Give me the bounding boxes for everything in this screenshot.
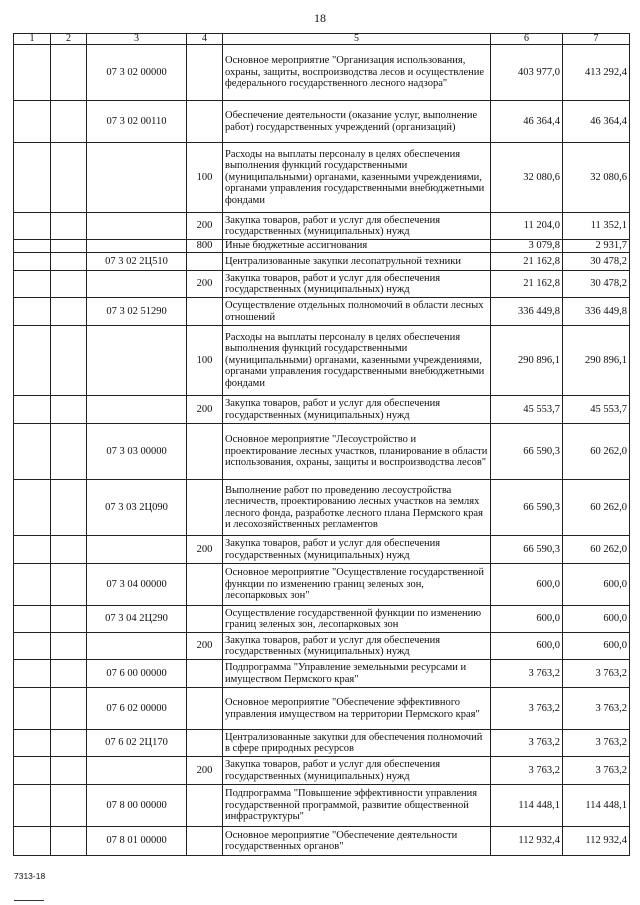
amount-year1-cell: 66 590,3 bbox=[491, 536, 563, 564]
expense-type-cell bbox=[187, 688, 223, 730]
item-name-cell: Централизованные закупки лесопатрульной техники bbox=[223, 253, 491, 271]
table-row bbox=[14, 101, 630, 143]
expense-type-cell: 100 bbox=[187, 326, 223, 396]
target-code-cell: 07 3 02 00000 bbox=[87, 45, 187, 101]
expense-type-cell bbox=[187, 785, 223, 827]
amount-year2-cell: 32 080,6 bbox=[563, 143, 630, 213]
item-name-cell: Закупка товаров, работ и услуг для обеспечения государственных (муниципальных) нужд bbox=[223, 213, 491, 240]
col-2-cell bbox=[51, 45, 87, 101]
target-code-cell: 07 3 04 2Ц290 bbox=[87, 606, 187, 633]
amount-year2-cell: 600,0 bbox=[563, 633, 630, 660]
item-name-cell: Осуществление отдельных полномочий в области лесных отношений bbox=[223, 298, 491, 326]
expense-type-cell bbox=[187, 253, 223, 271]
budget-table bbox=[13, 33, 630, 856]
target-code-cell: 07 3 03 2Ц090 bbox=[87, 480, 187, 536]
item-name-cell: Расходы на выплаты персоналу в целях обеспечения выполнения функций государственными (муниципальными) органами, казенными учреждениями, органами управления государственными внебюджетными фондами bbox=[223, 326, 491, 396]
col-2-cell bbox=[51, 480, 87, 536]
item-name-cell: Централизованные закупки для обеспечения полномочий в сфере природных ресурсов bbox=[223, 730, 491, 757]
table-row bbox=[14, 785, 630, 827]
table-header-row bbox=[14, 34, 630, 45]
expense-type-cell bbox=[187, 298, 223, 326]
amount-year1-cell: 3 079,8 bbox=[491, 240, 563, 253]
table-row bbox=[14, 564, 630, 606]
table-row bbox=[14, 688, 630, 730]
item-name-cell: Закупка товаров, работ и услуг для обеспечения государственных (муниципальных) нужд bbox=[223, 271, 491, 298]
amount-year2-cell: 30 478,2 bbox=[563, 271, 630, 298]
target-code-cell bbox=[87, 271, 187, 298]
amount-year1-cell: 21 162,8 bbox=[491, 253, 563, 271]
expense-type-cell: 800 bbox=[187, 240, 223, 253]
amount-year2-cell: 114 448,1 bbox=[563, 785, 630, 827]
item-name-cell: Осуществление государственной функции по изменению границ зеленых зон, лесопарковых зон bbox=[223, 606, 491, 633]
col-2-cell bbox=[51, 298, 87, 326]
page-number: 18 bbox=[314, 11, 326, 25]
item-name-cell: Основное мероприятие "Обеспечение эффективного управления имуществом на территории Пермского края" bbox=[223, 688, 491, 730]
col-2-cell bbox=[51, 101, 87, 143]
item-name-cell: Подпрограмма "Управление земельными ресурсами и имуществом Пермского края" bbox=[223, 660, 491, 688]
item-name-cell: Подпрограмма "Повышение эффективности управления государственной программой, развитие общественной инфраструктуры" bbox=[223, 785, 491, 827]
table-row bbox=[14, 240, 630, 253]
expense-type-cell bbox=[187, 660, 223, 688]
target-code-cell: 07 8 00 00000 bbox=[87, 785, 187, 827]
expense-type-cell: 200 bbox=[187, 213, 223, 240]
col-2-cell bbox=[51, 827, 87, 856]
amount-year1-cell: 11 204,0 bbox=[491, 213, 563, 240]
item-name-cell: Обеспечение деятельности (оказание услуг, выполнение работ) государственных учреждений (организаций) bbox=[223, 101, 491, 143]
expense-type-cell bbox=[187, 564, 223, 606]
col-1-cell bbox=[14, 271, 51, 298]
table-row bbox=[14, 480, 630, 536]
col-2-cell bbox=[51, 757, 87, 785]
amount-year2-cell: 45 553,7 bbox=[563, 396, 630, 424]
item-name-cell: Основное мероприятие "Обеспечение деятельности государственных органов" bbox=[223, 827, 491, 856]
expense-type-cell bbox=[187, 730, 223, 757]
col-2-cell bbox=[51, 785, 87, 827]
amount-year2-cell: 600,0 bbox=[563, 606, 630, 633]
col-1-cell bbox=[14, 688, 51, 730]
col-1-cell bbox=[14, 757, 51, 785]
col-2-cell bbox=[51, 424, 87, 480]
amount-year1-cell: 112 932,4 bbox=[491, 827, 563, 856]
header-col-5: 5 bbox=[223, 34, 491, 45]
table-row bbox=[14, 536, 630, 564]
amount-year1-cell: 3 763,2 bbox=[491, 660, 563, 688]
target-code-cell bbox=[87, 633, 187, 660]
expense-type-cell bbox=[187, 101, 223, 143]
col-2-cell bbox=[51, 606, 87, 633]
amount-year2-cell: 3 763,2 bbox=[563, 688, 630, 730]
target-code-cell: 07 8 01 00000 bbox=[87, 827, 187, 856]
target-code-cell bbox=[87, 757, 187, 785]
amount-year1-cell: 600,0 bbox=[491, 564, 563, 606]
col-1-cell bbox=[14, 143, 51, 213]
amount-year2-cell: 3 763,2 bbox=[563, 660, 630, 688]
col-2-cell bbox=[51, 660, 87, 688]
amount-year2-cell: 60 262,0 bbox=[563, 536, 630, 564]
target-code-cell: 07 3 04 00000 bbox=[87, 564, 187, 606]
target-code-cell: 07 3 02 2Ц510 bbox=[87, 253, 187, 271]
col-1-cell bbox=[14, 606, 51, 633]
expense-type-cell: 200 bbox=[187, 633, 223, 660]
table-row bbox=[14, 633, 630, 660]
table-row bbox=[14, 253, 630, 271]
item-name-cell: Иные бюджетные ассигнования bbox=[223, 240, 491, 253]
table-row bbox=[14, 396, 630, 424]
amount-year2-cell: 290 896,1 bbox=[563, 326, 630, 396]
table-row bbox=[14, 143, 630, 213]
amount-year2-cell: 46 364,4 bbox=[563, 101, 630, 143]
expense-type-cell bbox=[187, 45, 223, 101]
table-row bbox=[14, 326, 630, 396]
col-1-cell bbox=[14, 240, 51, 253]
expense-type-cell: 200 bbox=[187, 536, 223, 564]
col-2-cell bbox=[51, 633, 87, 660]
expense-type-cell bbox=[187, 424, 223, 480]
col-2-cell bbox=[51, 240, 87, 253]
table-row bbox=[14, 424, 630, 480]
target-code-cell bbox=[87, 240, 187, 253]
col-1-cell bbox=[14, 396, 51, 424]
table-row bbox=[14, 757, 630, 785]
amount-year1-cell: 3 763,2 bbox=[491, 757, 563, 785]
header-col-4: 4 bbox=[187, 34, 223, 45]
item-name-cell: Расходы на выплаты персоналу в целях обеспечения выполнения функций государственными (муниципальными) органами, казенными учреждениями, органами управления государственными внебюджетными фондами bbox=[223, 143, 491, 213]
footer-rule bbox=[14, 900, 44, 901]
amount-year2-cell: 60 262,0 bbox=[563, 480, 630, 536]
col-1-cell bbox=[14, 213, 51, 240]
expense-type-cell bbox=[187, 606, 223, 633]
amount-year1-cell: 403 977,0 bbox=[491, 45, 563, 101]
col-2-cell bbox=[51, 143, 87, 213]
target-code-cell: 07 3 02 00110 bbox=[87, 101, 187, 143]
table-row bbox=[14, 271, 630, 298]
amount-year1-cell: 45 553,7 bbox=[491, 396, 563, 424]
table-row bbox=[14, 606, 630, 633]
table-row bbox=[14, 827, 630, 856]
col-2-cell bbox=[51, 396, 87, 424]
table-row bbox=[14, 660, 630, 688]
col-1-cell bbox=[14, 45, 51, 101]
target-code-cell: 07 3 03 00000 bbox=[87, 424, 187, 480]
col-1-cell bbox=[14, 785, 51, 827]
target-code-cell: 07 6 00 00000 bbox=[87, 660, 187, 688]
amount-year1-cell: 66 590,3 bbox=[491, 424, 563, 480]
amount-year1-cell: 114 448,1 bbox=[491, 785, 563, 827]
document-code: 7313-18 bbox=[14, 871, 46, 881]
col-1-cell bbox=[14, 660, 51, 688]
target-code-cell bbox=[87, 143, 187, 213]
target-code-cell: 07 6 02 2Ц170 bbox=[87, 730, 187, 757]
table-row bbox=[14, 45, 630, 101]
amount-year2-cell: 11 352,1 bbox=[563, 213, 630, 240]
amount-year2-cell: 600,0 bbox=[563, 564, 630, 606]
col-1-cell bbox=[14, 827, 51, 856]
col-1-cell bbox=[14, 480, 51, 536]
col-1-cell bbox=[14, 424, 51, 480]
col-2-cell bbox=[51, 688, 87, 730]
header-col-1: 1 bbox=[14, 34, 51, 45]
target-code-cell bbox=[87, 536, 187, 564]
amount-year2-cell: 413 292,4 bbox=[563, 45, 630, 101]
target-code-cell bbox=[87, 213, 187, 240]
table-row bbox=[14, 213, 630, 240]
col-2-cell bbox=[51, 271, 87, 298]
header-col-6: 6 bbox=[491, 34, 563, 45]
amount-year2-cell: 60 262,0 bbox=[563, 424, 630, 480]
amount-year2-cell: 2 931,7 bbox=[563, 240, 630, 253]
col-1-cell bbox=[14, 730, 51, 757]
item-name-cell: Основное мероприятие "Организация использования, охраны, защиты, воспроизводства лесов и осуществление федерального государственного лесного надзора" bbox=[223, 45, 491, 101]
amount-year1-cell: 336 449,8 bbox=[491, 298, 563, 326]
expense-type-cell bbox=[187, 827, 223, 856]
table-row bbox=[14, 298, 630, 326]
expense-type-cell: 200 bbox=[187, 396, 223, 424]
table-row bbox=[14, 730, 630, 757]
target-code-cell bbox=[87, 326, 187, 396]
header-col-2: 2 bbox=[51, 34, 87, 45]
amount-year1-cell: 21 162,8 bbox=[491, 271, 563, 298]
amount-year1-cell: 46 364,4 bbox=[491, 101, 563, 143]
amount-year1-cell: 3 763,2 bbox=[491, 730, 563, 757]
expense-type-cell bbox=[187, 480, 223, 536]
amount-year1-cell: 66 590,3 bbox=[491, 480, 563, 536]
item-name-cell: Выполнение работ по проведению лесоустройства лесничеств, проектированию лесных участков на землях лесного фонда, разработке лесного плана Пермского края и лесохозяйственных регламентов bbox=[223, 480, 491, 536]
header-col-7: 7 bbox=[563, 34, 630, 45]
item-name-cell: Закупка товаров, работ и услуг для обеспечения государственных (муниципальных) нужд bbox=[223, 757, 491, 785]
expense-type-cell: 200 bbox=[187, 757, 223, 785]
amount-year2-cell: 3 763,2 bbox=[563, 730, 630, 757]
col-2-cell bbox=[51, 326, 87, 396]
col-1-cell bbox=[14, 326, 51, 396]
col-1-cell bbox=[14, 633, 51, 660]
target-code-cell: 07 3 02 51290 bbox=[87, 298, 187, 326]
col-1-cell bbox=[14, 298, 51, 326]
amount-year2-cell: 3 763,2 bbox=[563, 757, 630, 785]
item-name-cell: Основное мероприятие "Осуществление государственной функции по изменению границ зеленых зон, лесопарковых зон" bbox=[223, 564, 491, 606]
col-1-cell bbox=[14, 253, 51, 271]
col-2-cell bbox=[51, 253, 87, 271]
header-col-3: 3 bbox=[87, 34, 187, 45]
col-2-cell bbox=[51, 213, 87, 240]
item-name-cell: Закупка товаров, работ и услуг для обеспечения государственных (муниципальных) нужд bbox=[223, 633, 491, 660]
target-code-cell: 07 6 02 00000 bbox=[87, 688, 187, 730]
col-2-cell bbox=[51, 730, 87, 757]
col-2-cell bbox=[51, 536, 87, 564]
expense-type-cell: 200 bbox=[187, 271, 223, 298]
amount-year1-cell: 3 763,2 bbox=[491, 688, 563, 730]
amount-year1-cell: 32 080,6 bbox=[491, 143, 563, 213]
col-1-cell bbox=[14, 536, 51, 564]
amount-year2-cell: 30 478,2 bbox=[563, 253, 630, 271]
amount-year1-cell: 290 896,1 bbox=[491, 326, 563, 396]
item-name-cell: Закупка товаров, работ и услуг для обеспечения государственных (муниципальных) нужд bbox=[223, 536, 491, 564]
amount-year1-cell: 600,0 bbox=[491, 633, 563, 660]
amount-year2-cell: 336 449,8 bbox=[563, 298, 630, 326]
expense-type-cell: 100 bbox=[187, 143, 223, 213]
target-code-cell bbox=[87, 396, 187, 424]
item-name-cell: Закупка товаров, работ и услуг для обеспечения государственных (муниципальных) нужд bbox=[223, 396, 491, 424]
item-name-cell: Основное мероприятие "Лесоустройство и проектирование лесных участков, планирование в области использования, охраны, защиты и воспроизводства лесов" bbox=[223, 424, 491, 480]
col-2-cell bbox=[51, 564, 87, 606]
amount-year2-cell: 112 932,4 bbox=[563, 827, 630, 856]
col-1-cell bbox=[14, 564, 51, 606]
col-1-cell bbox=[14, 101, 51, 143]
amount-year1-cell: 600,0 bbox=[491, 606, 563, 633]
